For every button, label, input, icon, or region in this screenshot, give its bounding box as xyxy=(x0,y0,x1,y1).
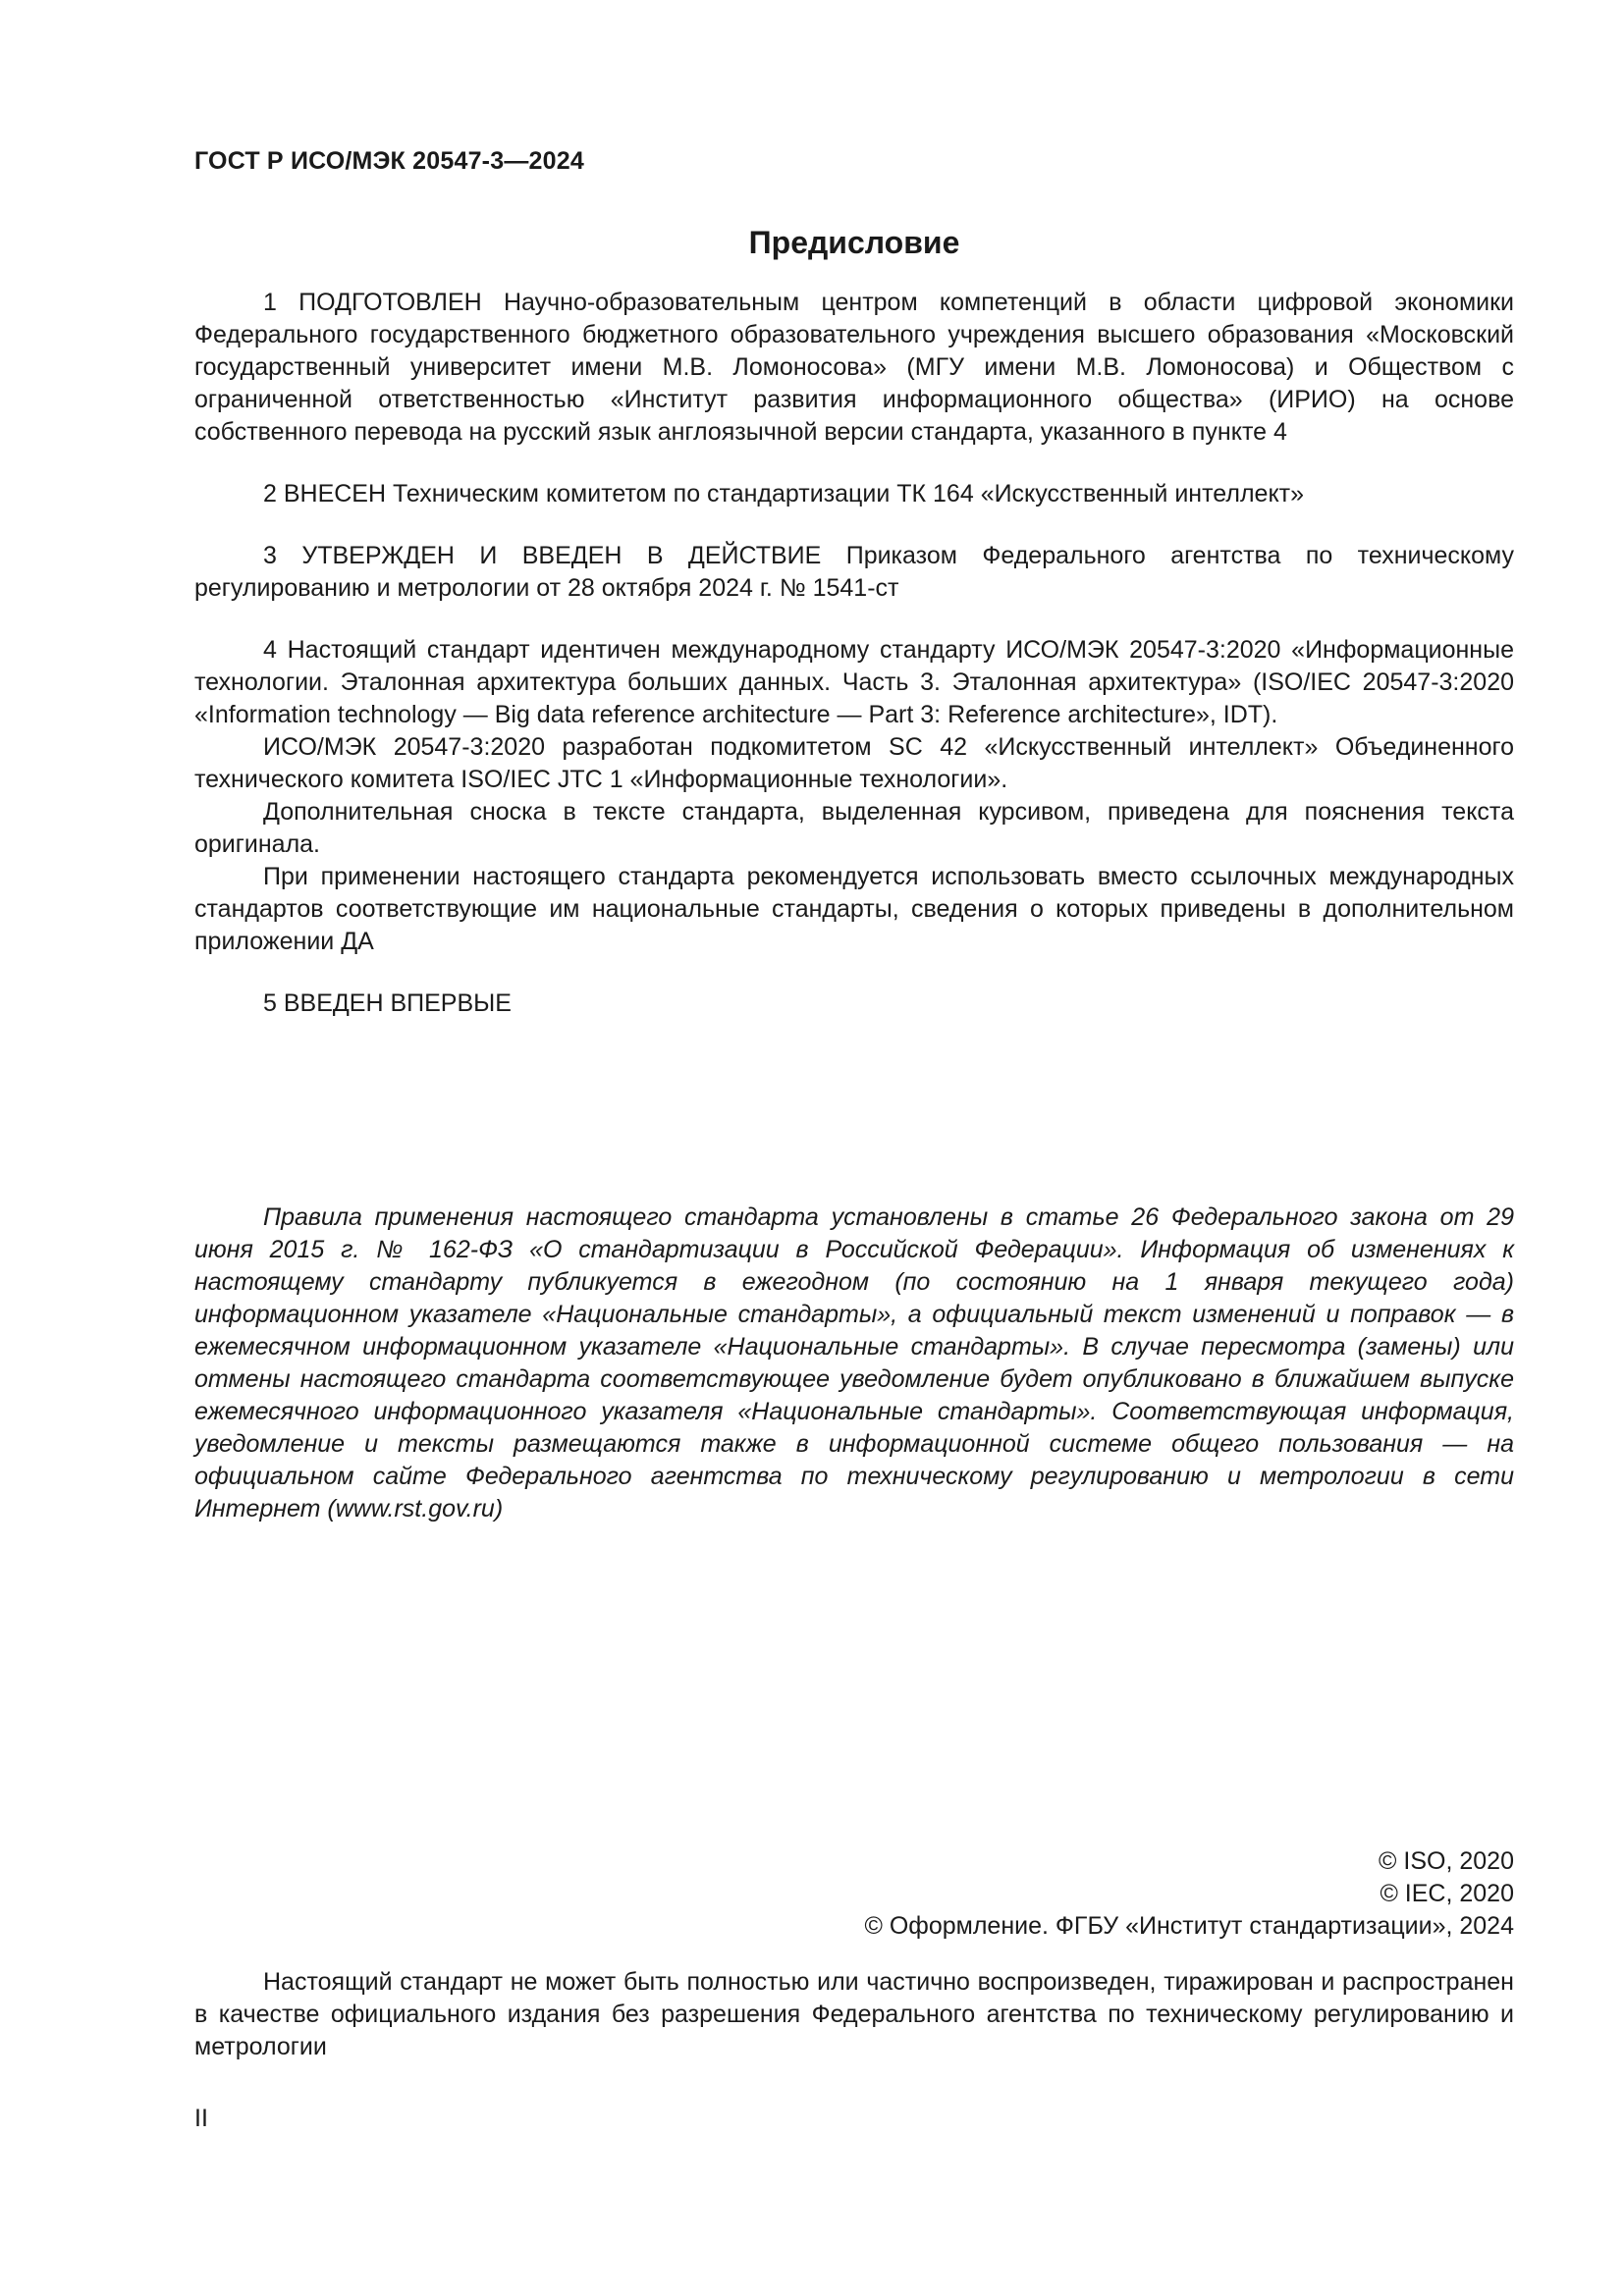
copyright-design: © Оформление. ФГБУ «Институт стандартизации», 2024 xyxy=(864,1912,1514,1940)
application-rules-block xyxy=(194,1201,1514,1525)
foreword-item-4: 4 Настоящий стандарт идентичен международному стандарту ИСО/МЭК 20547-3:2020 «Информационные технологии. Эталонная архитектура больших данных. Часть 3. Эталонная архитектура» (ISO/IEC 20547-3:2020 «Information technology — Big data reference architecture — Part 3: Reference architecture», IDT). xyxy=(194,636,1514,728)
foreword-item-1: 1 ПОДГОТОВЛЕН Научно-образовательным центром компетенций в области цифровой экономики Федерального государственного бюджетного образовательного учреждения высшего образования «Московский государственный университет имени М.В. Ломоносова» (МГУ имени М.В. Ломоносова) и Обществом с ограниченной ответственностью «Институт развития информационного общества» (ИРИО) на основе собственного перевода на русский язык англоязычной версии стандарта, указанного в пункте 4 xyxy=(194,289,1514,446)
reproduction-restriction-block xyxy=(194,1966,1514,2063)
page-number: II xyxy=(194,2105,208,2132)
foreword-item-3: 3 УТВЕРЖДЕН И ВВЕДЕН В ДЕЙСТВИЕ Приказом Федерального агентства по техническому регулированию и метрологии от 28 октября 2024 г. № 1541-ст xyxy=(194,542,1514,602)
foreword-item-4-developer: ИСО/МЭК 20547-3:2020 разработан подкомитетом SC 42 «Искусственный интеллект» Объединенного технического комитета ISO/IEC JTC 1 «Информационные технологии». xyxy=(194,733,1514,793)
document-page xyxy=(194,0,1514,2296)
section-title: Предисловие xyxy=(748,225,960,260)
copyright-iso: © ISO, 2020 xyxy=(1379,1847,1514,1875)
copyright-iec: © IEC, 2020 xyxy=(1380,1880,1514,1907)
foreword-item-5: 5 ВВЕДЕН ВПЕРВЫЕ xyxy=(263,989,512,1017)
foreword-item-4-note: Дополнительная сноска в тексте стандарта, выделенная курсивом, приведена для пояснения текста оригинала. xyxy=(194,798,1514,858)
copyright-block xyxy=(864,1845,1514,1943)
document-designation: ГОСТ Р ИСО/МЭК 20547-3—2024 xyxy=(194,147,584,175)
foreword-block xyxy=(194,287,1514,1020)
reproduction-restriction-text: Настоящий стандарт не может быть полностью или частично воспроизведен, тиражирован и распространен в качестве официального издания без разрешения Федерального агентства по техническому регулированию и метрологии xyxy=(194,1968,1514,2060)
application-rules-text: Правила применения настоящего стандарта установлены в статье 26 Федерального закона от 29 июня 2015 г. № 162-ФЗ «О стандартизации в Российской Федерации». Информация об изменениях к настоящему стандарту публикуется в ежегодном (по состоянию на 1 января текущего года) информационном указателе «Национальные стандарты», а официальный текст изменений и поправок — в ежемесячном информационном указателе «Национальные стандарты». В случае пересмотра (замены) или отмены настоящего стандарта соответствующее уведомление будет опубликовано в ближайшем выпуске ежемесячного информационного указателя «Национальные стандарты». Соответствующая информация, уведомление и тексты размещаются также в информационной системе общего пользования — на официальном сайте Федерального агентства по техническому регулированию и метрологии в сети Интернет (www.rst.gov.ru) xyxy=(194,1203,1514,1522)
foreword-item-2: 2 ВНЕСЕН Техническим комитетом по стандартизации ТК 164 «Искусственный интеллект» xyxy=(263,480,1305,507)
foreword-item-4-references: При применении настоящего стандарта рекомендуется использовать вместо ссылочных международных стандартов соответствующие им национальные стандарты, сведения о которых приведены в дополнительном приложении ДА xyxy=(194,863,1514,955)
